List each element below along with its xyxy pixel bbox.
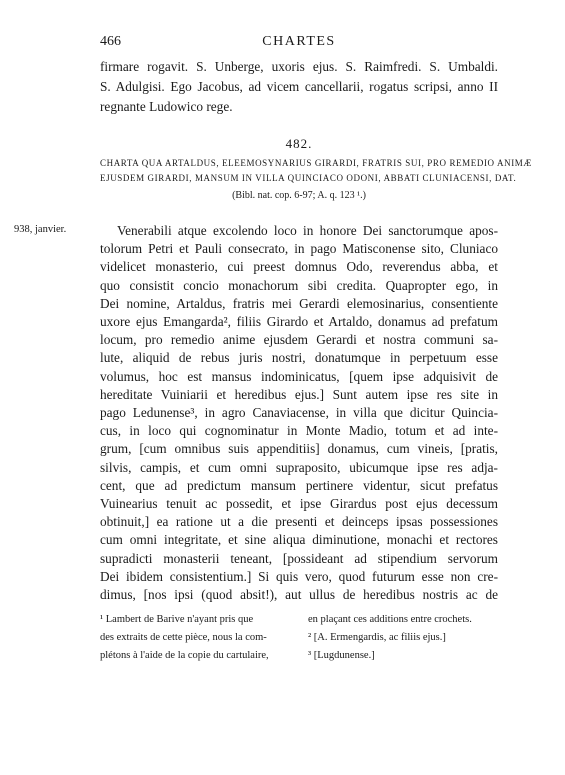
text-line: regnante Ludowico rege.	[100, 99, 233, 114]
text-line: dimus, [nos ipsi (quod absit!), aut ullus de heredibus nostris ac de	[100, 587, 498, 602]
text-line: supradicti monasterii teneant, [possideant ad stipendium servorum	[100, 550, 498, 566]
running-title: CHARTES	[262, 34, 336, 49]
text-line: tolorum Petri et Pauli consecrato, in pago Matisconense sito, Cluniaco	[100, 241, 498, 257]
footnote-line: ² [A. Ermengardis, ac filiis ejus.]	[308, 632, 446, 643]
text-line: videlicet monasterio, cui preest domnus Odo, reverendus abba, et	[100, 259, 498, 275]
footnote-line: ¹ Lambert de Barive n'ayant pris que	[100, 614, 254, 625]
text-line: firmare rogavit. S. Unberge, uxoris ejus. S. Raimfredi. S. Umbaldi.	[100, 59, 498, 74]
text-line: Dei ibidem consistentium.] Si quis vero, quod futurum esse non cre-	[100, 568, 498, 584]
text-line: volumus, hoc est mansus indominicatus, [quem ipse adquisivit de	[100, 368, 498, 384]
text-line: cent, que ad predictum mansum pertinere videntur, sicut prefatus	[100, 477, 498, 493]
footnote-line: plétons à l'aide de la copie du cartulaire,	[100, 650, 269, 661]
charter-number: 482.	[285, 136, 313, 151]
footnote-line: des extraits de cette pièce, nous la com-	[100, 632, 267, 643]
text-line: uxore ejus Emangarda², filiis Girardo et Artaldo, donamus ad prefatum	[100, 314, 498, 329]
margin-date: 938, janvier.	[14, 224, 67, 235]
text-line: Venerabili atque excolendo loco in honore Dei sanctorumque apos-	[117, 223, 498, 238]
page-number: 466	[100, 34, 121, 49]
page-header	[100, 34, 498, 52]
text-line: hereditate Vuiniarii et heredibus ejus.] Sunt autem ipse res site in	[100, 386, 498, 402]
text-line: Dei nomine, Artaldus, fratris mei Gerardi elemosinarius, consentiente	[100, 295, 498, 311]
text-line: silvis, campis, et cum omni supraposito, ubicumque ipse res adja-	[100, 459, 498, 475]
footnote-line: ³ [Lugdunense.]	[308, 650, 375, 661]
text-line: locum, pro remedio anime ejusdem Gerardi et nostra communi sa-	[100, 332, 498, 348]
text-line: quo consistit concio monachorum sibi credita. Quapropter ego, in	[100, 277, 498, 293]
footnote-line: en plaçant ces additions entre crochets.	[308, 614, 472, 625]
charter-summary-line: EJUSDEM GIRARDI, MANSUM IN VILLA QUINCIACO ODONI, ABBATI CLUNIACENSI, DAT.	[100, 173, 517, 183]
text-line: obtinuit,] ea ratione ut a die presenti et deinceps ipsas possessiones	[100, 514, 498, 530]
text-line: cum omni integritate, et sine aliqua diminutione, monachi et rectores	[100, 532, 498, 548]
text-line: pago Ledunense³, in agro Canaviacense, in villa que dicitur Quincia-	[100, 405, 498, 420]
charter-summary-line: CHARTA QUA ARTALDUS, ELEEMOSYNARIUS GIRARDI, FRATRIS SUI, PRO REMEDIO ANIMÆ	[100, 158, 533, 168]
text-line: cus, in loco qui cognominatur in Monte Madio, totum et ad inte-	[100, 423, 498, 439]
text-line: grum, [cum omnibus suis appenditiis] donamus, cum vineis, [pratis,	[100, 441, 498, 457]
text-line: S. Adulgisi. Ego Jacobus, ad vicem cancellarii, rogatus scripsi, anno II	[100, 79, 498, 94]
text-line: Vuinearius tenuit ac possedit, et ipse Girardus post ejus decessum	[100, 496, 498, 511]
text-line: lute, aliquid de rebus juris nostri, donatumque in perpetuum esse	[100, 350, 498, 366]
charter-source: (Bibl. nat. cop. 6-97; A. q. 123 ¹.)	[232, 190, 366, 201]
